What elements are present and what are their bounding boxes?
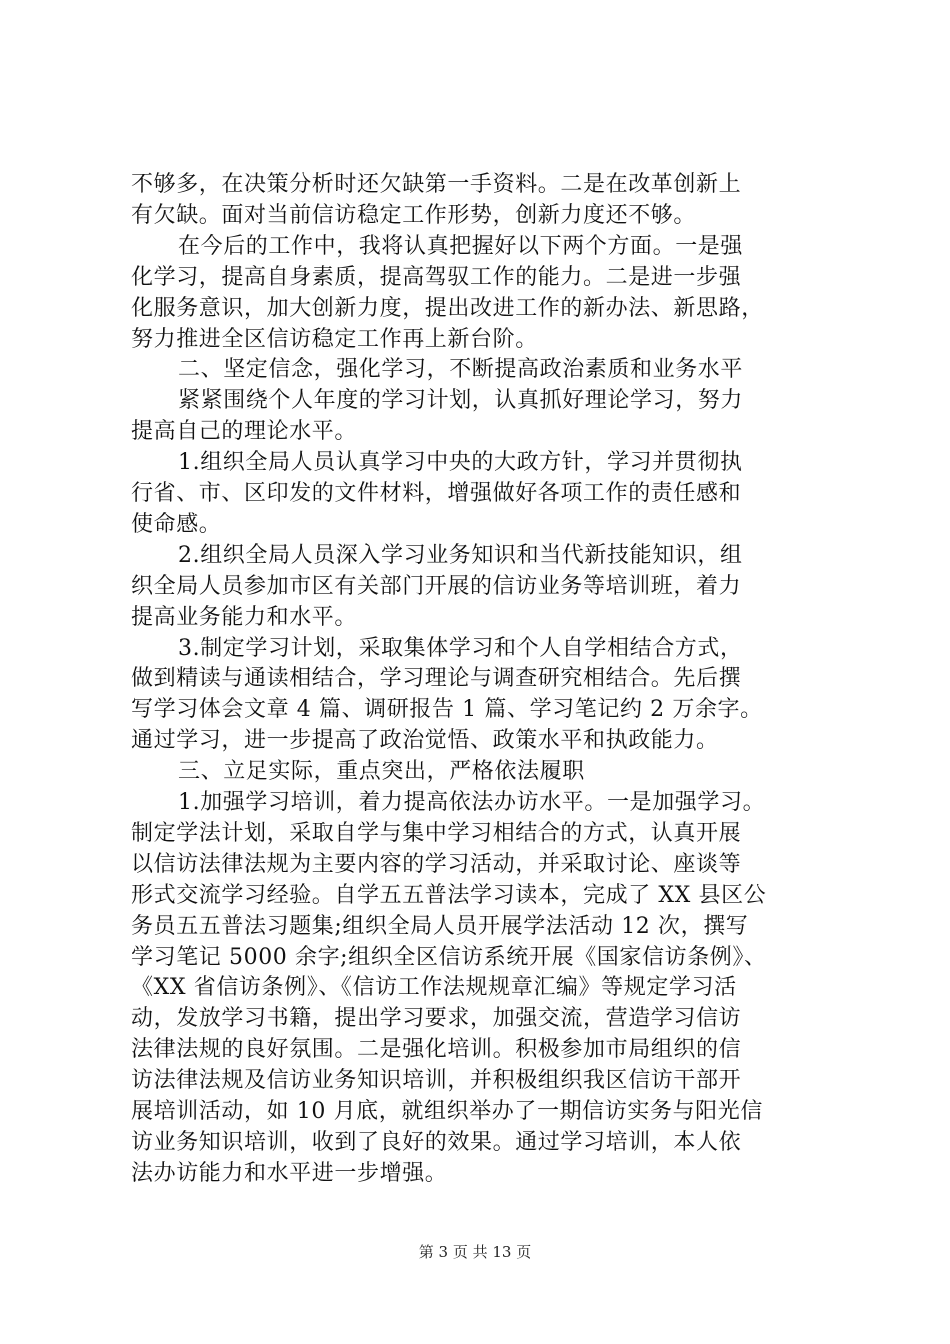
text-line: 在今后的工作中，我将认真把握好以下两个方面。一是强 [178, 233, 744, 259]
text-line: 提高自己的理论水平。 [131, 419, 358, 445]
text-line: 写学习体会文章 4 篇、调研报告 1 篇、学习笔记约 2 万余字。 [131, 697, 763, 723]
text-line: 法办访能力和水平进一步增强。 [131, 1160, 448, 1186]
text-line: 制定学法计划，采取自学与集中学习相结合的方式，认真开展 [131, 820, 742, 846]
text-line: 务员五五普法习题集;组织全局人员开展学法活动 12 次，撰写 [131, 913, 749, 939]
text-line: 有欠缺。面对当前信访稳定工作形势，创新力度还不够。 [131, 202, 697, 228]
text-line: 访业务知识培训，收到了良好的效果。通过学习培训，本人依 [131, 1129, 742, 1155]
text-line: 不够多，在决策分析时还欠缺第一手资料。二是在改革创新上 [131, 172, 742, 197]
text-line: 访法律法规及信访业务知识培训，并积极组织我区信访干部开 [131, 1068, 742, 1094]
text-line: 3.制定学习计划，采取集体学习和个人自学相结合方式， [178, 635, 743, 661]
text-line: 法律法规的良好氛围。二是强化培训。积极参加市局组织的信 [131, 1037, 742, 1063]
text-line: 学习笔记 5000 余字;组织全区信访系统开展《国家信访条例》、 [131, 944, 767, 970]
text-line: 展培训活动，如 10 月底，就组织举办了一期信访实务与阳光信 [131, 1099, 763, 1124]
text-line: 织全局人员参加市区有关部门开展的信访业务等培训班，着力 [131, 573, 742, 599]
text-line: 《XX 省信访条例》、《信访工作法规规章汇编》等规定学习活 [131, 975, 737, 1001]
text-line: 1.加强学习培训，着力提高依法办访水平。一是加强学习。 [178, 790, 766, 815]
text-line: 化学习，提高自身素质，提高驾驭工作的能力。二是进一步强 [131, 264, 742, 290]
text-line: 化服务意识，加大创新力度，提出改进工作的新办法、新思路， [131, 295, 764, 321]
text-line: 通过学习，进一步提高了政治觉悟、政策水平和执政能力。 [131, 728, 719, 754]
section-heading: 三、立足实际，重点突出，严格依法履职 [178, 759, 585, 785]
text-line: 紧紧围绕个人年度的学习计划，认真抓好理论学习，努力 [178, 388, 744, 414]
text-line: 努力推进全区信访稳定工作再上新台阶。 [131, 326, 538, 352]
text-line: 1.组织全局人员认真学习中央的大政方针，学习并贯彻执 [178, 450, 743, 476]
text-line: 行省、市、区印发的文件材料，增强做好各项工作的责任感和 [131, 481, 742, 506]
page-footer: 第 3 页 共 13 页 [418, 1243, 532, 1261]
section-heading: 二、坚定信念，强化学习，不断提高政治素质和业务水平 [178, 357, 744, 383]
text-line: 以信访法律法规为主要内容的学习活动，并采取讨论、座谈等 [131, 851, 742, 877]
text-line: 动，发放学习书籍，提出学习要求，加强交流，营造学习信访 [131, 1006, 742, 1032]
text-line: 形式交流学习经验。自学五五普法学习读本，完成了 XX 县区公 [131, 882, 767, 908]
text-line: 2.组织全局人员深入学习业务知识和当代新技能知识，组 [178, 542, 743, 568]
text-line: 做到精读与通读相结合，学习理论与调查研究相结合。先后撰 [131, 666, 742, 692]
text-line: 使命感。 [131, 511, 222, 537]
text-line: 提高业务能力和水平。 [131, 604, 358, 630]
